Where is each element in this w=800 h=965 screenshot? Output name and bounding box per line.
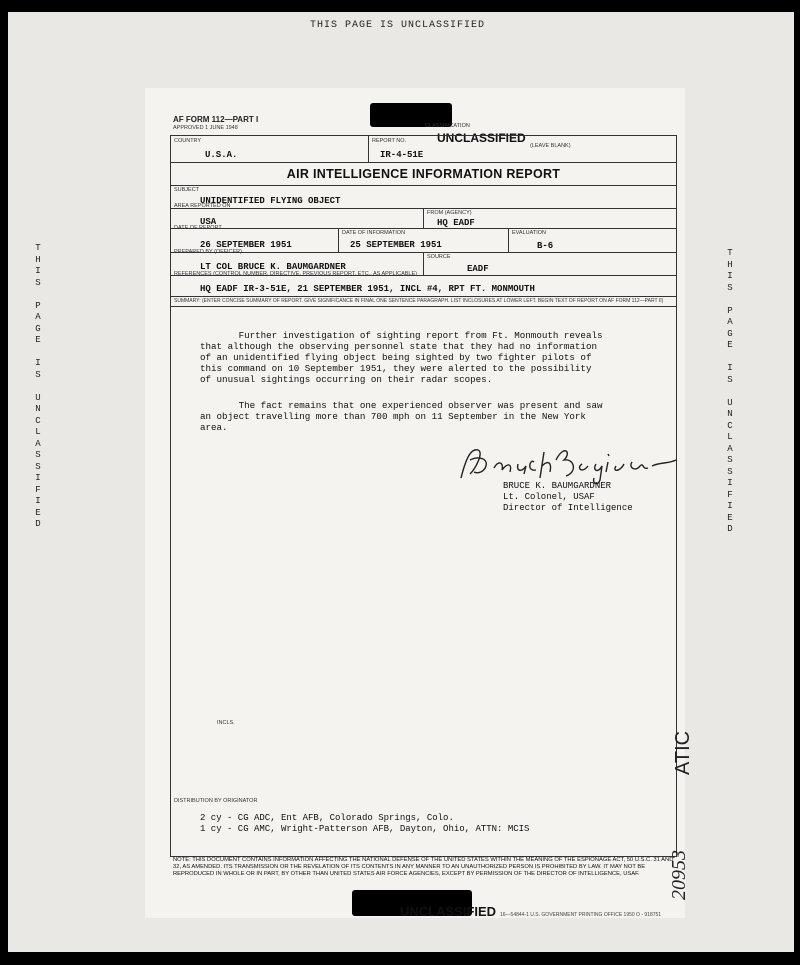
country-value: U.S.A. bbox=[205, 150, 238, 160]
rule bbox=[423, 252, 424, 275]
form-number: AF FORM 112—PART I bbox=[173, 115, 259, 124]
classification-top: UNCLASSIFIED bbox=[437, 131, 526, 145]
evaluation-label: EVALUATION bbox=[512, 230, 547, 236]
subject-value: UNIDENTIFIED FLYING OBJECT bbox=[200, 196, 341, 206]
left-side-classification: T H I S P A G E I S U N C L A S S I F I E D bbox=[35, 243, 41, 529]
from-value: HQ EADF bbox=[437, 218, 475, 228]
area-value: USA bbox=[200, 217, 217, 227]
date-info-value: 25 SEPTEMBER 1951 bbox=[350, 240, 442, 250]
body-paragraph-1: Further investigation of sighting report from Ft. Monmouth reveals that although the observing personnel state that they had no information of an unidentified flying object being sighted by two fighter pilots of this command on 10 September 1951, they were alerted to the possibility of unusual sightings occurring on their radar scopes. bbox=[200, 330, 603, 385]
report-title: AIR INTELLIGENCE INFORMATION REPORT bbox=[286, 167, 561, 181]
form-approved-date: APPROVED 1 JUNE 1948 bbox=[173, 125, 238, 131]
rule bbox=[170, 185, 677, 186]
signature-block: BRUCE K. BAUMGARDNER Lt. Colonel, USAF Director of Intelligence bbox=[503, 481, 633, 513]
from-label: FROM (AGENCY) bbox=[427, 210, 472, 216]
distribution-label: DISTRIBUTION BY ORIGINATOR bbox=[174, 798, 258, 804]
evaluation-value: B-6 bbox=[537, 241, 554, 251]
rule bbox=[338, 228, 339, 252]
prepared-value: LT COL BRUCE K. BAUMGARDNER bbox=[200, 262, 346, 272]
subject-label: SUBJECT bbox=[174, 187, 200, 193]
top-classification-banner: THIS PAGE IS UNCLASSIFIED bbox=[310, 20, 486, 31]
right-side-classification: T H I S P A G E I S U N C L A S S I F I E D bbox=[727, 248, 733, 534]
leave-blank-label: (LEAVE BLANK) bbox=[530, 143, 571, 149]
stamp-number: 20953 bbox=[668, 850, 690, 900]
classification-bottom: UNCLASSIFIED bbox=[400, 904, 497, 919]
country-label: COUNTRY bbox=[174, 138, 202, 144]
date-report-label: DATE OF REPORT bbox=[174, 225, 222, 231]
references-value: HQ EADF IR-3-51E, 21 SEPTEMBER 1951, INCL #4, RPT FT. MONMOUTH bbox=[200, 284, 535, 294]
rule bbox=[368, 135, 369, 162]
atic-stamp: ATIC bbox=[672, 730, 694, 775]
date-info-label: DATE OF INFORMATION bbox=[342, 230, 406, 236]
espionage-note: NOTE: THIS DOCUMENT CONTAINS INFORMATION AFFECTING THE NATIONAL DEFENSE OF THE UNITED STATES WITHIN THE MEANING OF THE ESPIONAGE ACT, 50 U.S.C. 31 AND 32, AS AMENDED. ITS TRANSMISSION OR THE REVELATION OF ITS CONTENTS IN ANY MANNER TO AN UNAUTHORIZED PERSON IS PROHIBITED BY LAW. IT MAY NOT BE REPRODUCED IN WHOLE OR IN PART, BY OTHER THAN UNITED STATES AIR FORCE AGENCIES, EXCEPT BY PERMISSION OF THE DIRECTOR OF INTELLIGENCE, USAF. bbox=[173, 857, 674, 877]
date-report-value: 26 SEPTEMBER 1951 bbox=[200, 240, 292, 250]
area-label: AREA REPORTED ON bbox=[174, 203, 231, 209]
distribution-list: 2 cy - CG ADC, Ent AFB, Colorado Springs, Colo. 1 cy - CG AMC, Wright-Patterson AFB, Dayton, Ohio, ATTN: MCIS bbox=[200, 813, 530, 834]
gpo-imprint: 16—54844-1 U.S. GOVERNMENT PRINTING OFFICE 1950 O - 918751 bbox=[500, 912, 662, 918]
rule bbox=[170, 162, 677, 163]
source-label: SOURCE bbox=[427, 254, 451, 260]
body-paragraph-2: The fact remains that one experienced observer was present and saw an object travelling more than 700 mph on 11 September in the New York area. bbox=[200, 400, 603, 433]
rule bbox=[170, 296, 677, 297]
source-value: EADF bbox=[467, 264, 489, 274]
rule bbox=[508, 228, 509, 252]
classification-label: CLASSIFICATION bbox=[425, 123, 470, 129]
rule bbox=[170, 306, 677, 307]
rule bbox=[170, 228, 677, 229]
inclosures-label: INCLS. bbox=[217, 720, 235, 726]
report-no-value: IR-4-51E bbox=[380, 150, 424, 160]
report-no-label: REPORT NO. bbox=[372, 138, 407, 144]
prepared-label: PREPARED BY (OFFICER) bbox=[174, 249, 242, 255]
references-label: REFERENCES (CONTROL NUMBER, DIRECTIVE, PREVIOUS REPORT, ETC., AS APPLICABLE) bbox=[174, 271, 417, 277]
summary-label: SUMMARY: (ENTER CONCISE SUMMARY OF REPORT. GIVE SIGNIFICANCE IN FINAL ONE SENTENCE PARAGRAPH. LIST INCLOSURES AT LOWER LEFT. BEGIN TEXT OF REPORT ON AF FORM 112—PART II) bbox=[174, 298, 664, 304]
rule bbox=[423, 208, 424, 228]
